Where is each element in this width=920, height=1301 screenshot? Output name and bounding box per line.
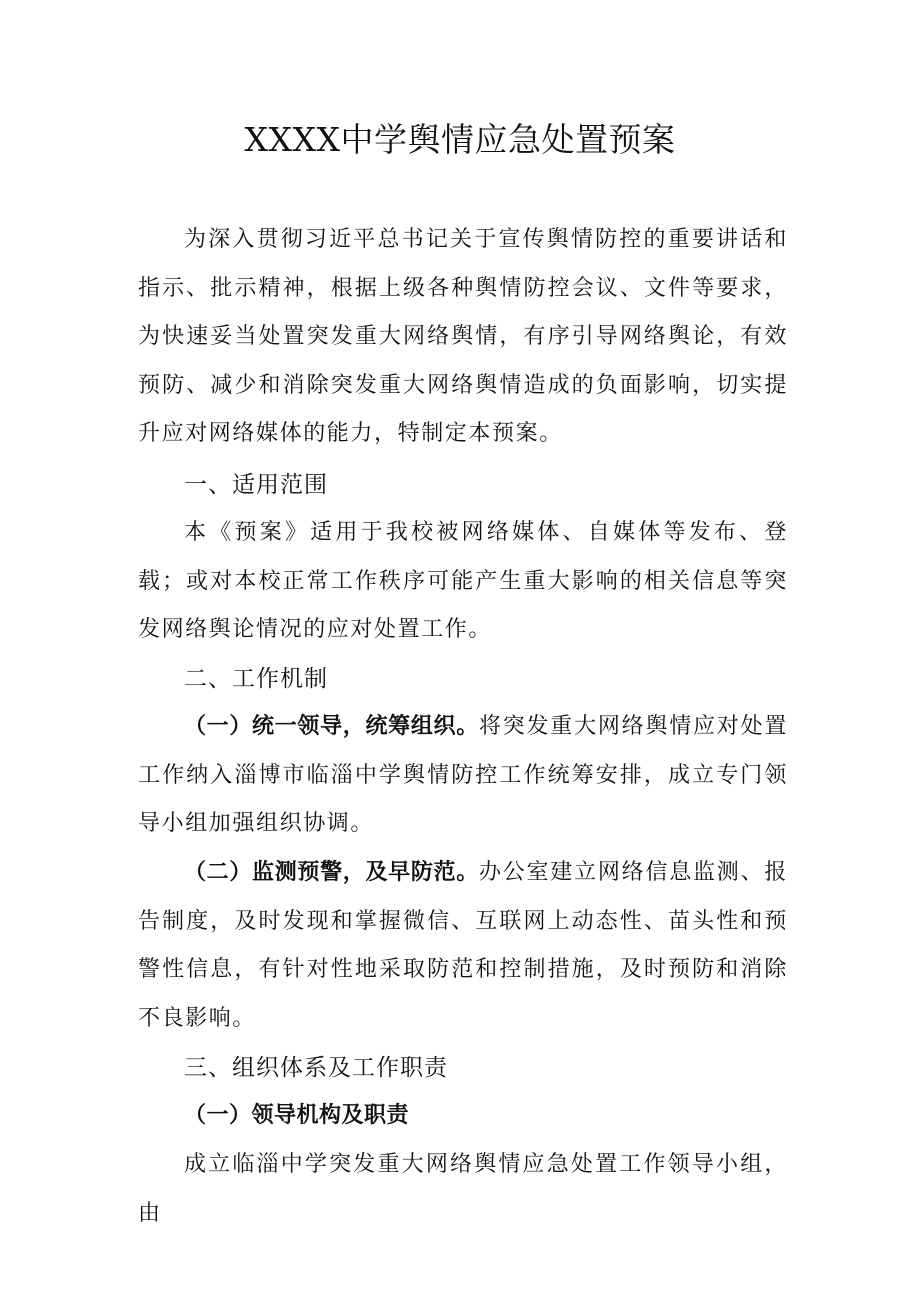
document-title: XXXX中学舆情应急处置预案 (244, 120, 676, 159)
scope-paragraph: 本《预案》适用于我校被网络媒体、自媒体等发布、登载；或对本校正常工作秩序可能产生重大影响的相关信息等突发网络舆论情况的应对处置工作。 (138, 520, 788, 642)
subheading-leadership: （一）领导机构及职责 (184, 1103, 410, 1128)
mechanism-item-2-lead: （二）监测预警，及早防范。 (184, 860, 479, 885)
mechanism-item-1-lead: （一）统一领导，统筹组织。 (184, 714, 479, 739)
mechanism-item-2-text: 办公室建立网络信息监测、报告制度，及时发现和掌握微信、互联网上动态性、苗头性和预警性信息，有针对性地采取防范和控制措施，及时预防和消除不良影响。 (138, 860, 788, 1031)
intro-paragraph: 为深入贯彻习近平总书记关于宣传舆情防控的重要讲话和指示、批示精神，根据上级各种舆情防控会议、文件等要求，为快速妥当处置突发重大网络舆情，有序引导网络舆论，有效预防、减少和消除突发重大网络舆情造成的负面影响，切实提升应对网络媒体的能力，特制定本预案。 (138, 227, 788, 446)
leadership-paragraph: 成立临淄中学突发重大网络舆情应急处置工作领导小组，由 (138, 1152, 788, 1226)
mechanism-item-2 (138, 849, 788, 1043)
mechanism-item-1-text: 将突发重大网络舆情应对处置工作纳入淄博市临淄中学舆情防控工作统筹安排，成立专门领导小组加强组织协调。 (138, 714, 788, 836)
section-heading-scope: 一、适用范围 (184, 472, 328, 498)
section-heading-mechanism: 二、工作机制 (184, 666, 328, 692)
section-heading-organization: 三、组织体系及工作职责 (184, 1055, 448, 1081)
mechanism-item-1 (138, 703, 788, 849)
